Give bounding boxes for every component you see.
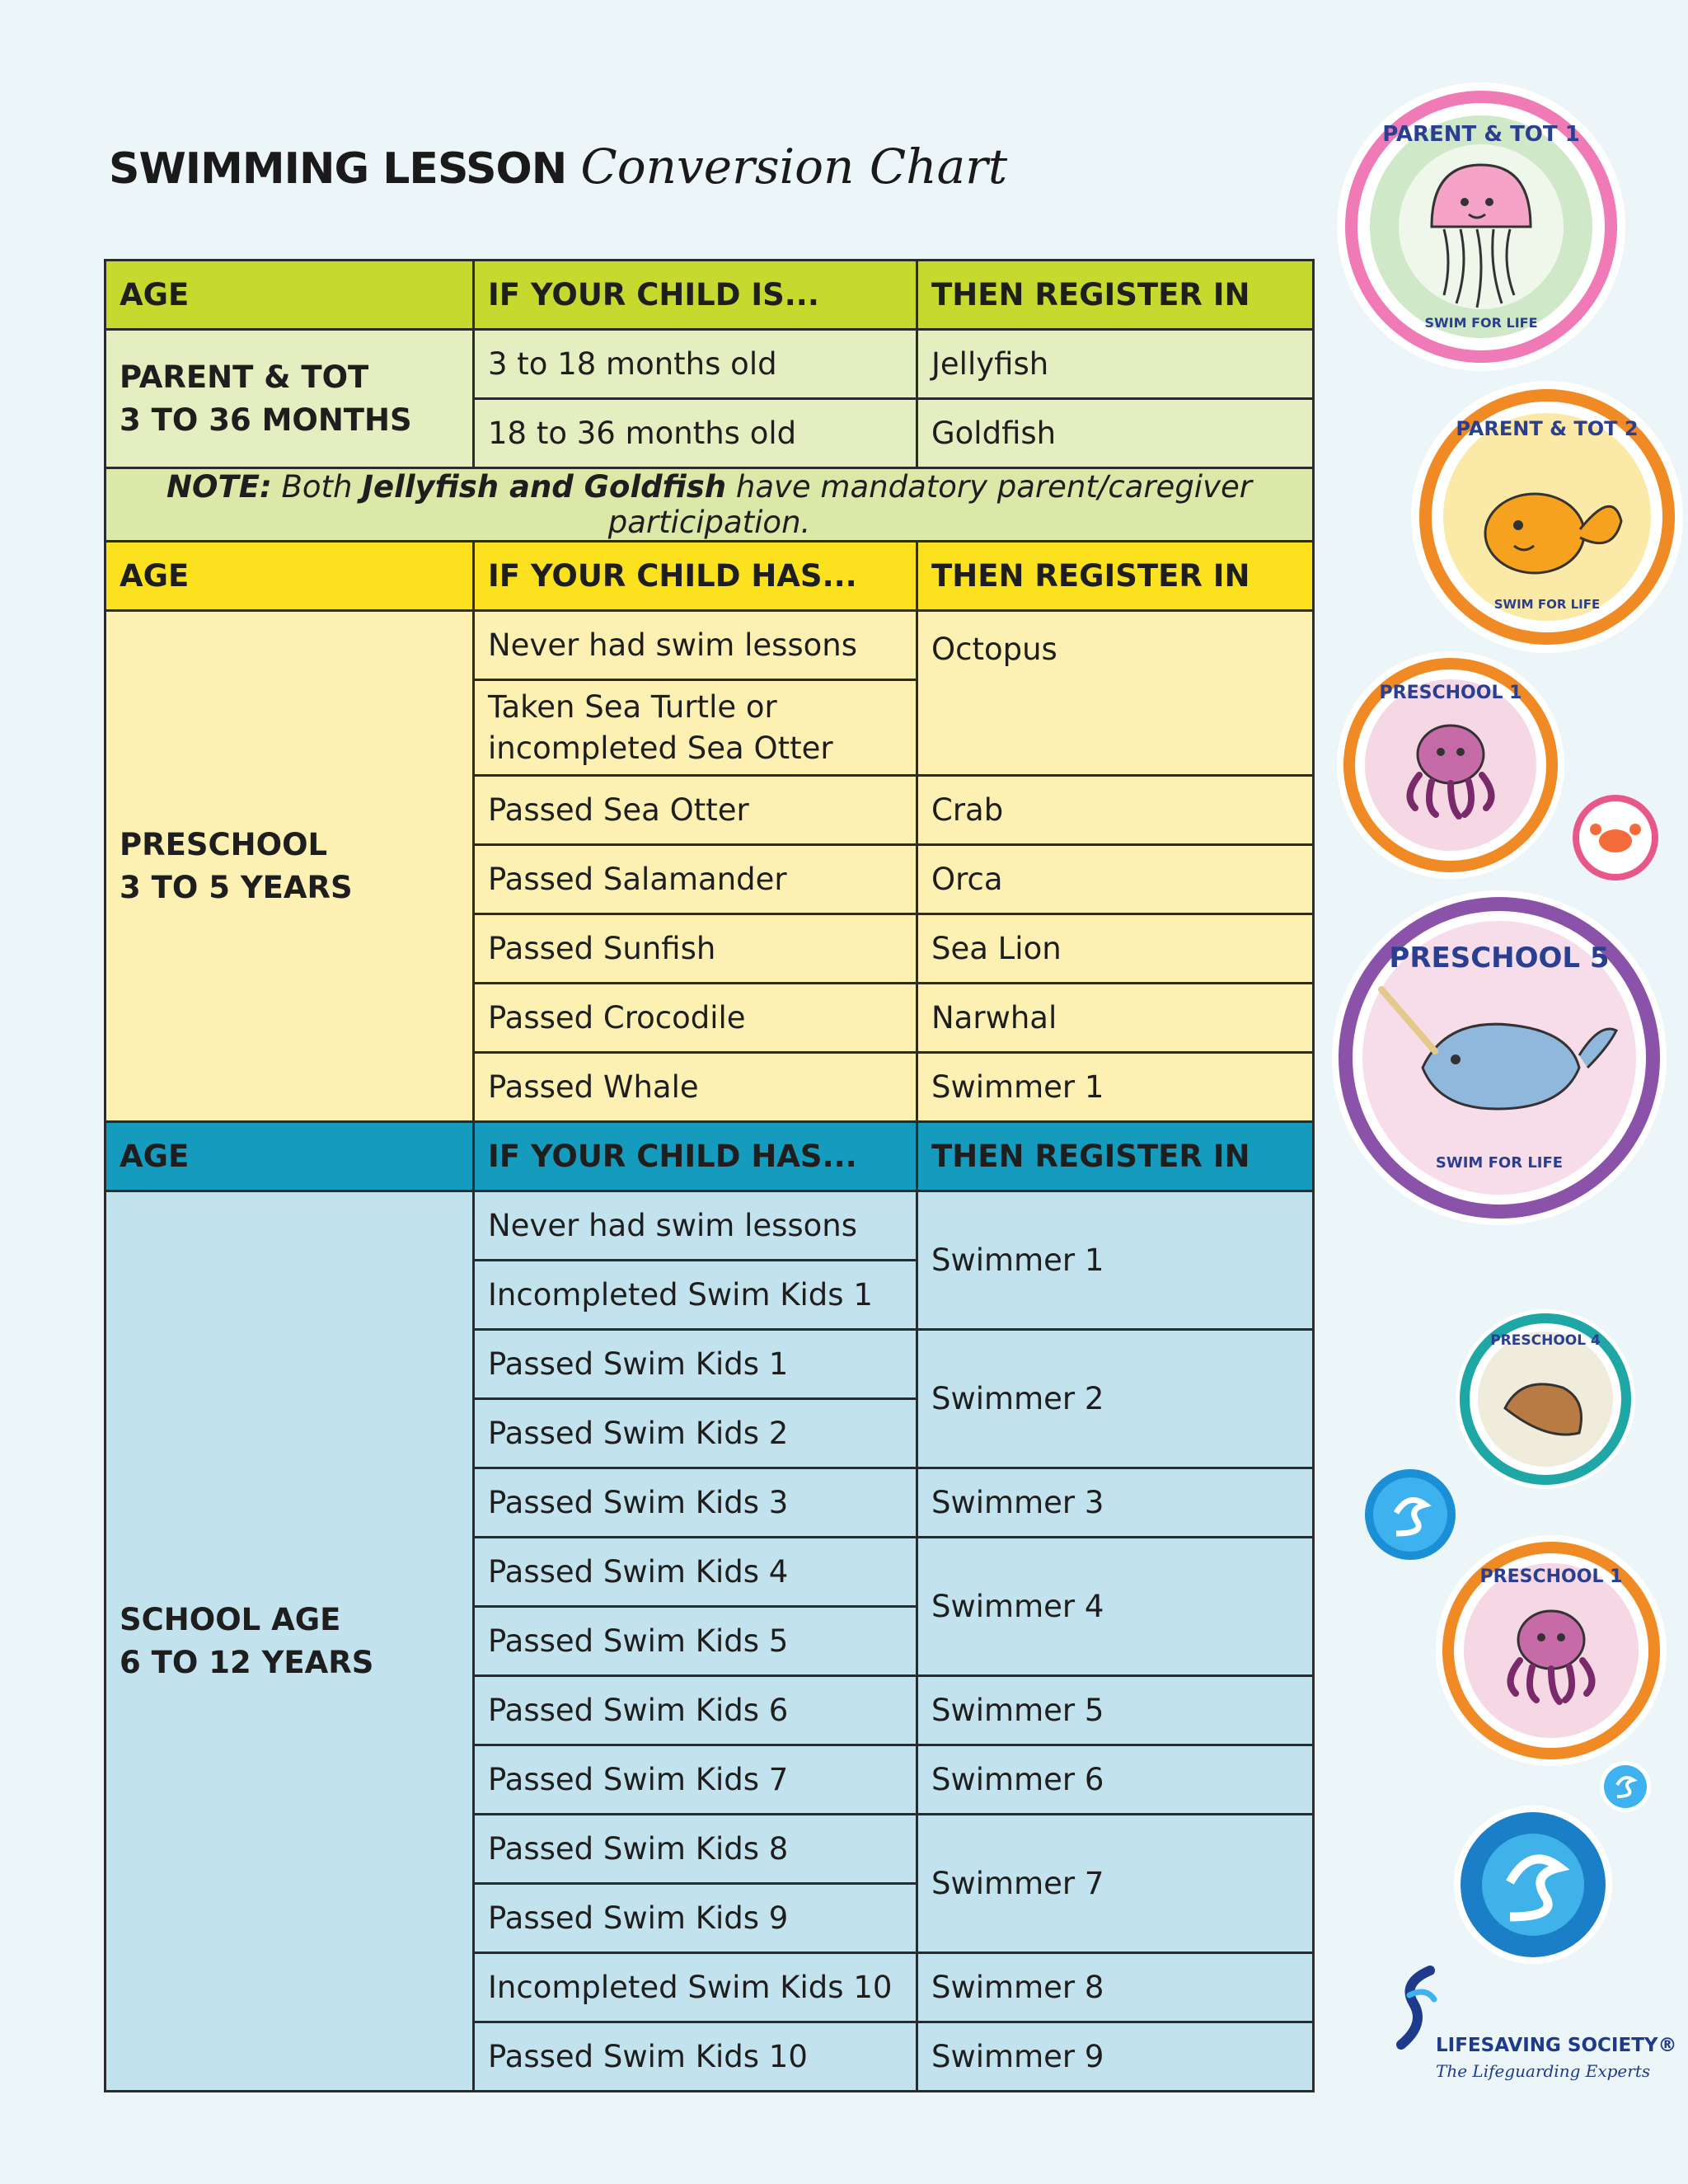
conversion-table	[104, 259, 1315, 2092]
condition-cell: Passed Swim Kids 6	[474, 1676, 917, 1745]
condition-cell: Passed Swim Kids 4	[474, 1538, 917, 1607]
age-group-school-age: SCHOOL AGE 6 TO 12 YEARS	[106, 1191, 474, 2092]
table-header-row	[106, 1122, 1314, 1191]
lifesaving-society-logo	[1393, 1962, 1677, 2081]
condition-cell: Passed Swim Kids 5	[474, 1607, 917, 1676]
badge-preschool-4	[1456, 1309, 1635, 1489]
register-cell: Sea Lion	[917, 914, 1314, 984]
condition-cell: Incompleted Swim Kids 10	[474, 1953, 917, 2022]
badge-parent-tot-1	[1337, 82, 1625, 371]
register-cell: Orca	[917, 845, 1314, 914]
badge-label: PRESCHOOL 5	[1389, 942, 1610, 975]
register-cell: Swimmer 3	[917, 1468, 1314, 1538]
condition-cell: Passed Swim Kids 3	[474, 1468, 917, 1538]
condition-cell: Taken Sea Turtle or incompleted Sea Otter	[474, 680, 917, 776]
badge-preschool-5	[1332, 890, 1667, 1225]
crab-icon	[1571, 793, 1660, 882]
register-cell: Crab	[917, 776, 1314, 845]
condition-cell: 18 to 36 months old	[474, 399, 917, 468]
register-cell: Swimmer 2	[917, 1330, 1314, 1468]
condition-cell: Passed Whale	[474, 1053, 917, 1122]
header-register: THEN REGISTER IN	[917, 1122, 1314, 1191]
badge-lifesaving-swimmer	[1452, 1804, 1614, 1966]
register-cell: Swimmer 8	[917, 1953, 1314, 2022]
title-script: Conversion Chart	[580, 139, 1008, 195]
badge-sub-label: SWIM FOR LIFE	[1424, 315, 1538, 331]
register-cell: Octopus	[917, 611, 1314, 776]
register-cell: Goldfish	[917, 399, 1314, 468]
table-row	[106, 611, 1314, 680]
badge-sub-label: SWIM FOR LIFE	[1493, 597, 1601, 612]
age-group-parent-tot: PARENT & TOT 3 TO 36 MONTHS	[106, 330, 474, 468]
badge-crab	[1571, 793, 1660, 882]
condition-cell: Passed Swim Kids 7	[474, 1745, 917, 1815]
header-age: AGE	[106, 1122, 474, 1191]
badge-label: PARENT & TOT 2	[1456, 417, 1639, 440]
condition-cell: Passed Swim Kids 1	[474, 1330, 917, 1399]
header-register: THEN REGISTER IN	[917, 542, 1314, 611]
badge-label: PARENT & TOT 1	[1382, 122, 1580, 147]
badge-parent-tot-2	[1411, 381, 1683, 653]
logo-name: LIFESAVING SOCIETY®	[1436, 2035, 1677, 2056]
register-cell: Swimmer 4	[917, 1538, 1314, 1676]
condition-cell: Passed Swim Kids 9	[474, 1884, 917, 1953]
condition-cell: 3 to 18 months old	[474, 330, 917, 399]
note-text: NOTE: Both Jellyfish and Goldfish have mandatory parent/caregiver participation.	[106, 468, 1314, 542]
condition-cell: Passed Salamander	[474, 845, 917, 914]
lifesaving-logo-icon	[1452, 1804, 1614, 1966]
badge-label: PRESCHOOL 1	[1479, 1566, 1623, 1587]
note-row	[106, 468, 1314, 542]
condition-cell: Passed Sea Otter	[474, 776, 917, 845]
badge-preschool-1-second	[1436, 1535, 1667, 1766]
condition-cell: Passed Swim Kids 8	[474, 1815, 917, 1884]
table-row	[106, 330, 1314, 399]
age-group-preschool: PRESCHOOL 3 TO 5 YEARS	[106, 611, 474, 1122]
register-cell: Swimmer 1	[917, 1053, 1314, 1122]
register-cell: Swimmer 9	[917, 2022, 1314, 2092]
header-condition: IF YOUR CHILD HAS...	[474, 542, 917, 611]
condition-cell: Passed Crocodile	[474, 984, 917, 1053]
badge-preschool-1	[1337, 651, 1564, 879]
condition-cell: Incompleted Swim Kids 1	[474, 1261, 917, 1330]
condition-cell: Never had swim lessons	[474, 611, 917, 680]
narwhal-icon	[1332, 890, 1667, 1225]
register-cell: Swimmer 5	[917, 1676, 1314, 1745]
condition-cell: Passed Swim Kids 10	[474, 2022, 917, 2092]
register-cell: Narwhal	[917, 984, 1314, 1053]
register-cell: Jellyfish	[917, 330, 1314, 399]
badge-sub-label: SWIM FOR LIFE	[1435, 1154, 1564, 1172]
header-condition: IF YOUR CHILD IS...	[474, 261, 917, 330]
header-register: THEN REGISTER IN	[917, 261, 1314, 330]
badge-label: PRESCHOOL 4	[1490, 1332, 1601, 1349]
badge-label: PRESCHOOL 1	[1379, 683, 1522, 703]
condition-cell: Never had swim lessons	[474, 1191, 917, 1261]
header-condition: IF YOUR CHILD HAS...	[474, 1122, 917, 1191]
condition-cell: Passed Sunfish	[474, 914, 917, 984]
header-age: AGE	[106, 542, 474, 611]
register-cell: Swimmer 7	[917, 1815, 1314, 1953]
table-header-row	[106, 542, 1314, 611]
title-bold: SWIMMING LESSON	[109, 144, 567, 194]
register-cell: Swimmer 6	[917, 1745, 1314, 1815]
header-age: AGE	[106, 261, 474, 330]
page-title	[109, 139, 1007, 195]
table-row	[106, 1191, 1314, 1261]
condition-cell: Passed Swim Kids 2	[474, 1399, 917, 1468]
logo-tagline: The Lifeguarding Experts	[1436, 2061, 1651, 2081]
table-header-row	[106, 261, 1314, 330]
register-cell: Swimmer 1	[917, 1191, 1314, 1330]
